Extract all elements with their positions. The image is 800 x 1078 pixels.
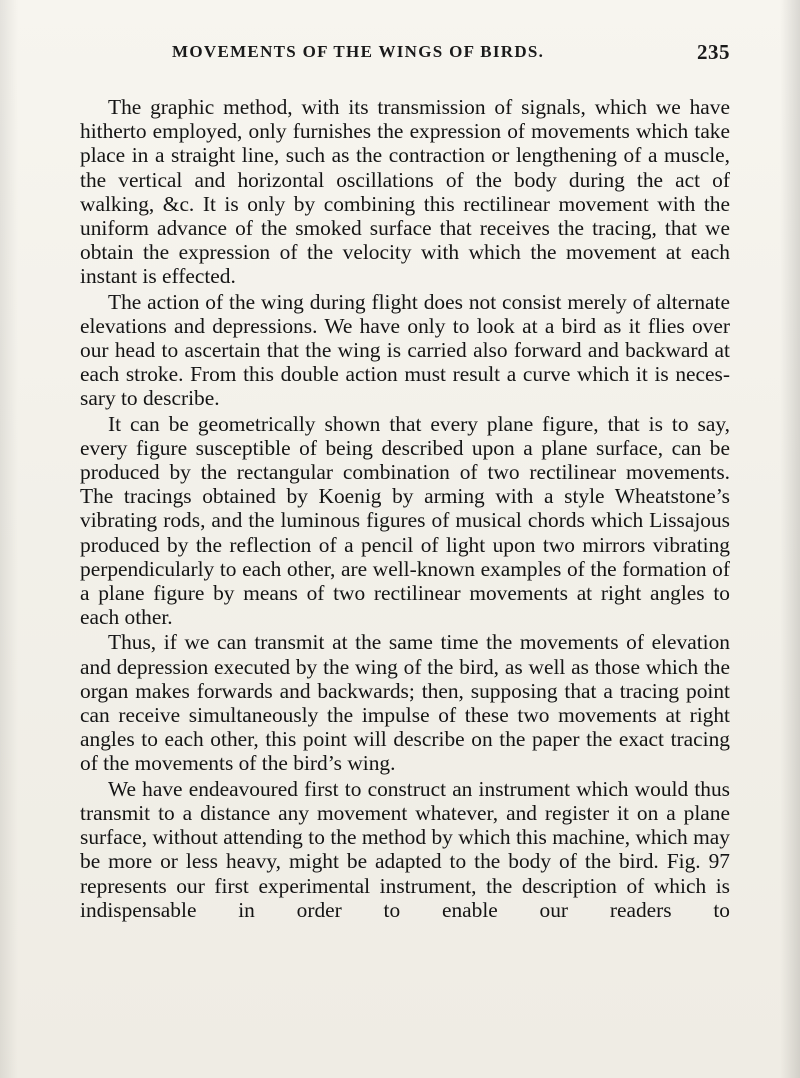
running-title: MOVEMENTS OF THE WINGS OF BIRDS. — [172, 42, 545, 61]
running-head — [80, 42, 730, 72]
page-number: 235 — [697, 40, 730, 64]
paragraph-transmit-movements: Thus, if we can transmit at the same time the movements of elevation and depression executed by the wing of the bird, as well as those which the organ makes forwards and backwards; then, supposing that a tracing point can receive simultaneously the impulse of these two movements at right angles to each other, this point will describe on the paper the exact tracing of the movements of the bird’s wing. — [80, 630, 730, 776]
page-edge-shadow — [0, 0, 18, 1078]
spine-shadow — [780, 0, 800, 1078]
paragraph-graphic-method: The graphic method, with its transmission of signals, which we have hitherto employed, only furnishes the expression of movements which take place in a straight line, such as the contraction or lengthening of a muscle, the vertical and horizontal oscillations of the body during the act of walking, &c. It is only by combining this rectilinear movement with the uniform advance of the smoked surface that receives the tracing, that we obtain the expression of the velocity with which the movement at each instant is effected. — [80, 95, 730, 289]
paragraph-instrument: We have endeavoured first to construct an instrument which would thus transmit to a distance any movement whatever, and register it on a plane surface, without attending to the method by which this machine, which may be more or less heavy, might be adapted to the body of the bird. Fig. 97 represents our first experimental instrument, the description of which is indispensable in order to enable our readers to — [80, 776, 730, 922]
body-text — [80, 95, 730, 923]
paragraph-plane-figure: It can be geometrically shown that every plane figure, that is to say, every figure susceptible of being described upon a plane surface, can be produced by the rectangular combination of two rectilinear movements. The tracings obtained by Koenig by arming with a style Wheatstone’s vibrating rods, and the luminous figures of musical chords which Lissajous produced by the reflection of a pencil of light upon two mirrors vibrating perpendicularly to each other, are well-known examples of the formation of a plane figure by means of two rectilinear movements at right angles to each other. — [80, 411, 730, 630]
paragraph-wing-action: The action of the wing during flight does not consist merely of alternate elevations and depressions. We have only to look at a bird as it flies over our head to ascertain that the wing is carried also forward and backward at each stroke. From this double action must result a curve which it is necessary to describe. — [80, 289, 730, 411]
